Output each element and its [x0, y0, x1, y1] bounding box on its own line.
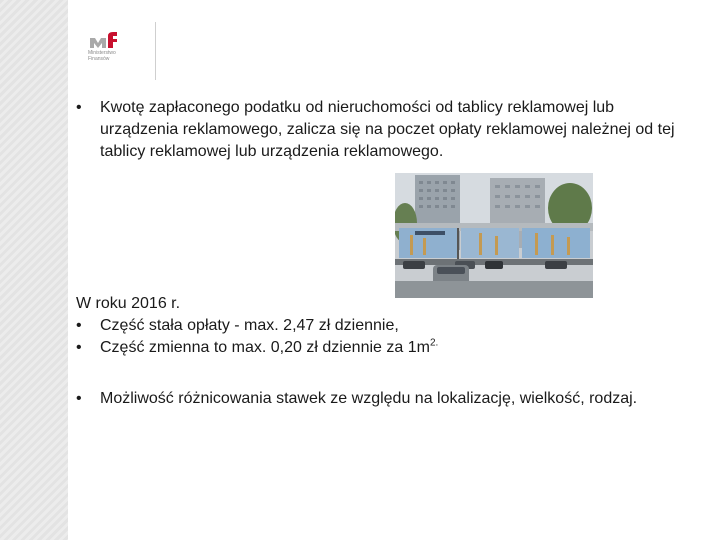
- bullet-item: [76, 388, 696, 410]
- bullet-text: Część stała opłaty - max. 2,47 zł dziennie,: [100, 317, 399, 334]
- bullet-marker: •: [76, 339, 82, 356]
- logo-caption: [88, 50, 116, 62]
- bullet-marker: •: [76, 99, 82, 116]
- logo-caption-line2: Finansów: [88, 56, 110, 62]
- bullet-text: Część zmienna to max. 0,20 zł dziennie za 1m: [100, 339, 430, 356]
- rates-2016-block: [76, 293, 556, 359]
- paragraph-offset-rule: [76, 97, 696, 163]
- logo-caption-line1: Ministerstwo: [88, 50, 116, 56]
- bullet-text: Możliwość różnicowania stawek ze względu na lokalizację, wielkość, rodzaj.: [100, 390, 638, 407]
- bullet-item: [76, 315, 556, 337]
- bullet-marker: •: [76, 390, 82, 407]
- paragraph-rate-differentiation: [76, 388, 696, 410]
- logo-divider: [155, 22, 156, 80]
- superscript-unit: 2.: [429, 337, 439, 349]
- bullet-text-with-sup: [100, 337, 438, 359]
- rates-heading: W roku 2016 r.: [76, 295, 181, 312]
- bullet-item: [76, 97, 696, 163]
- bullet-marker: •: [76, 317, 82, 334]
- bullet-item: [76, 337, 556, 359]
- billboard-photo: [395, 173, 593, 298]
- bullet-text: Kwotę zapłaconego podatku od nieruchomości od tablicy reklamowej lub urządzenia reklamowego, zalicza się na poczet opłaty reklamowej należnej od tej tablicy reklamowej lub urządzenia reklamowego.: [100, 99, 675, 160]
- decorative-side-bar: [0, 0, 68, 540]
